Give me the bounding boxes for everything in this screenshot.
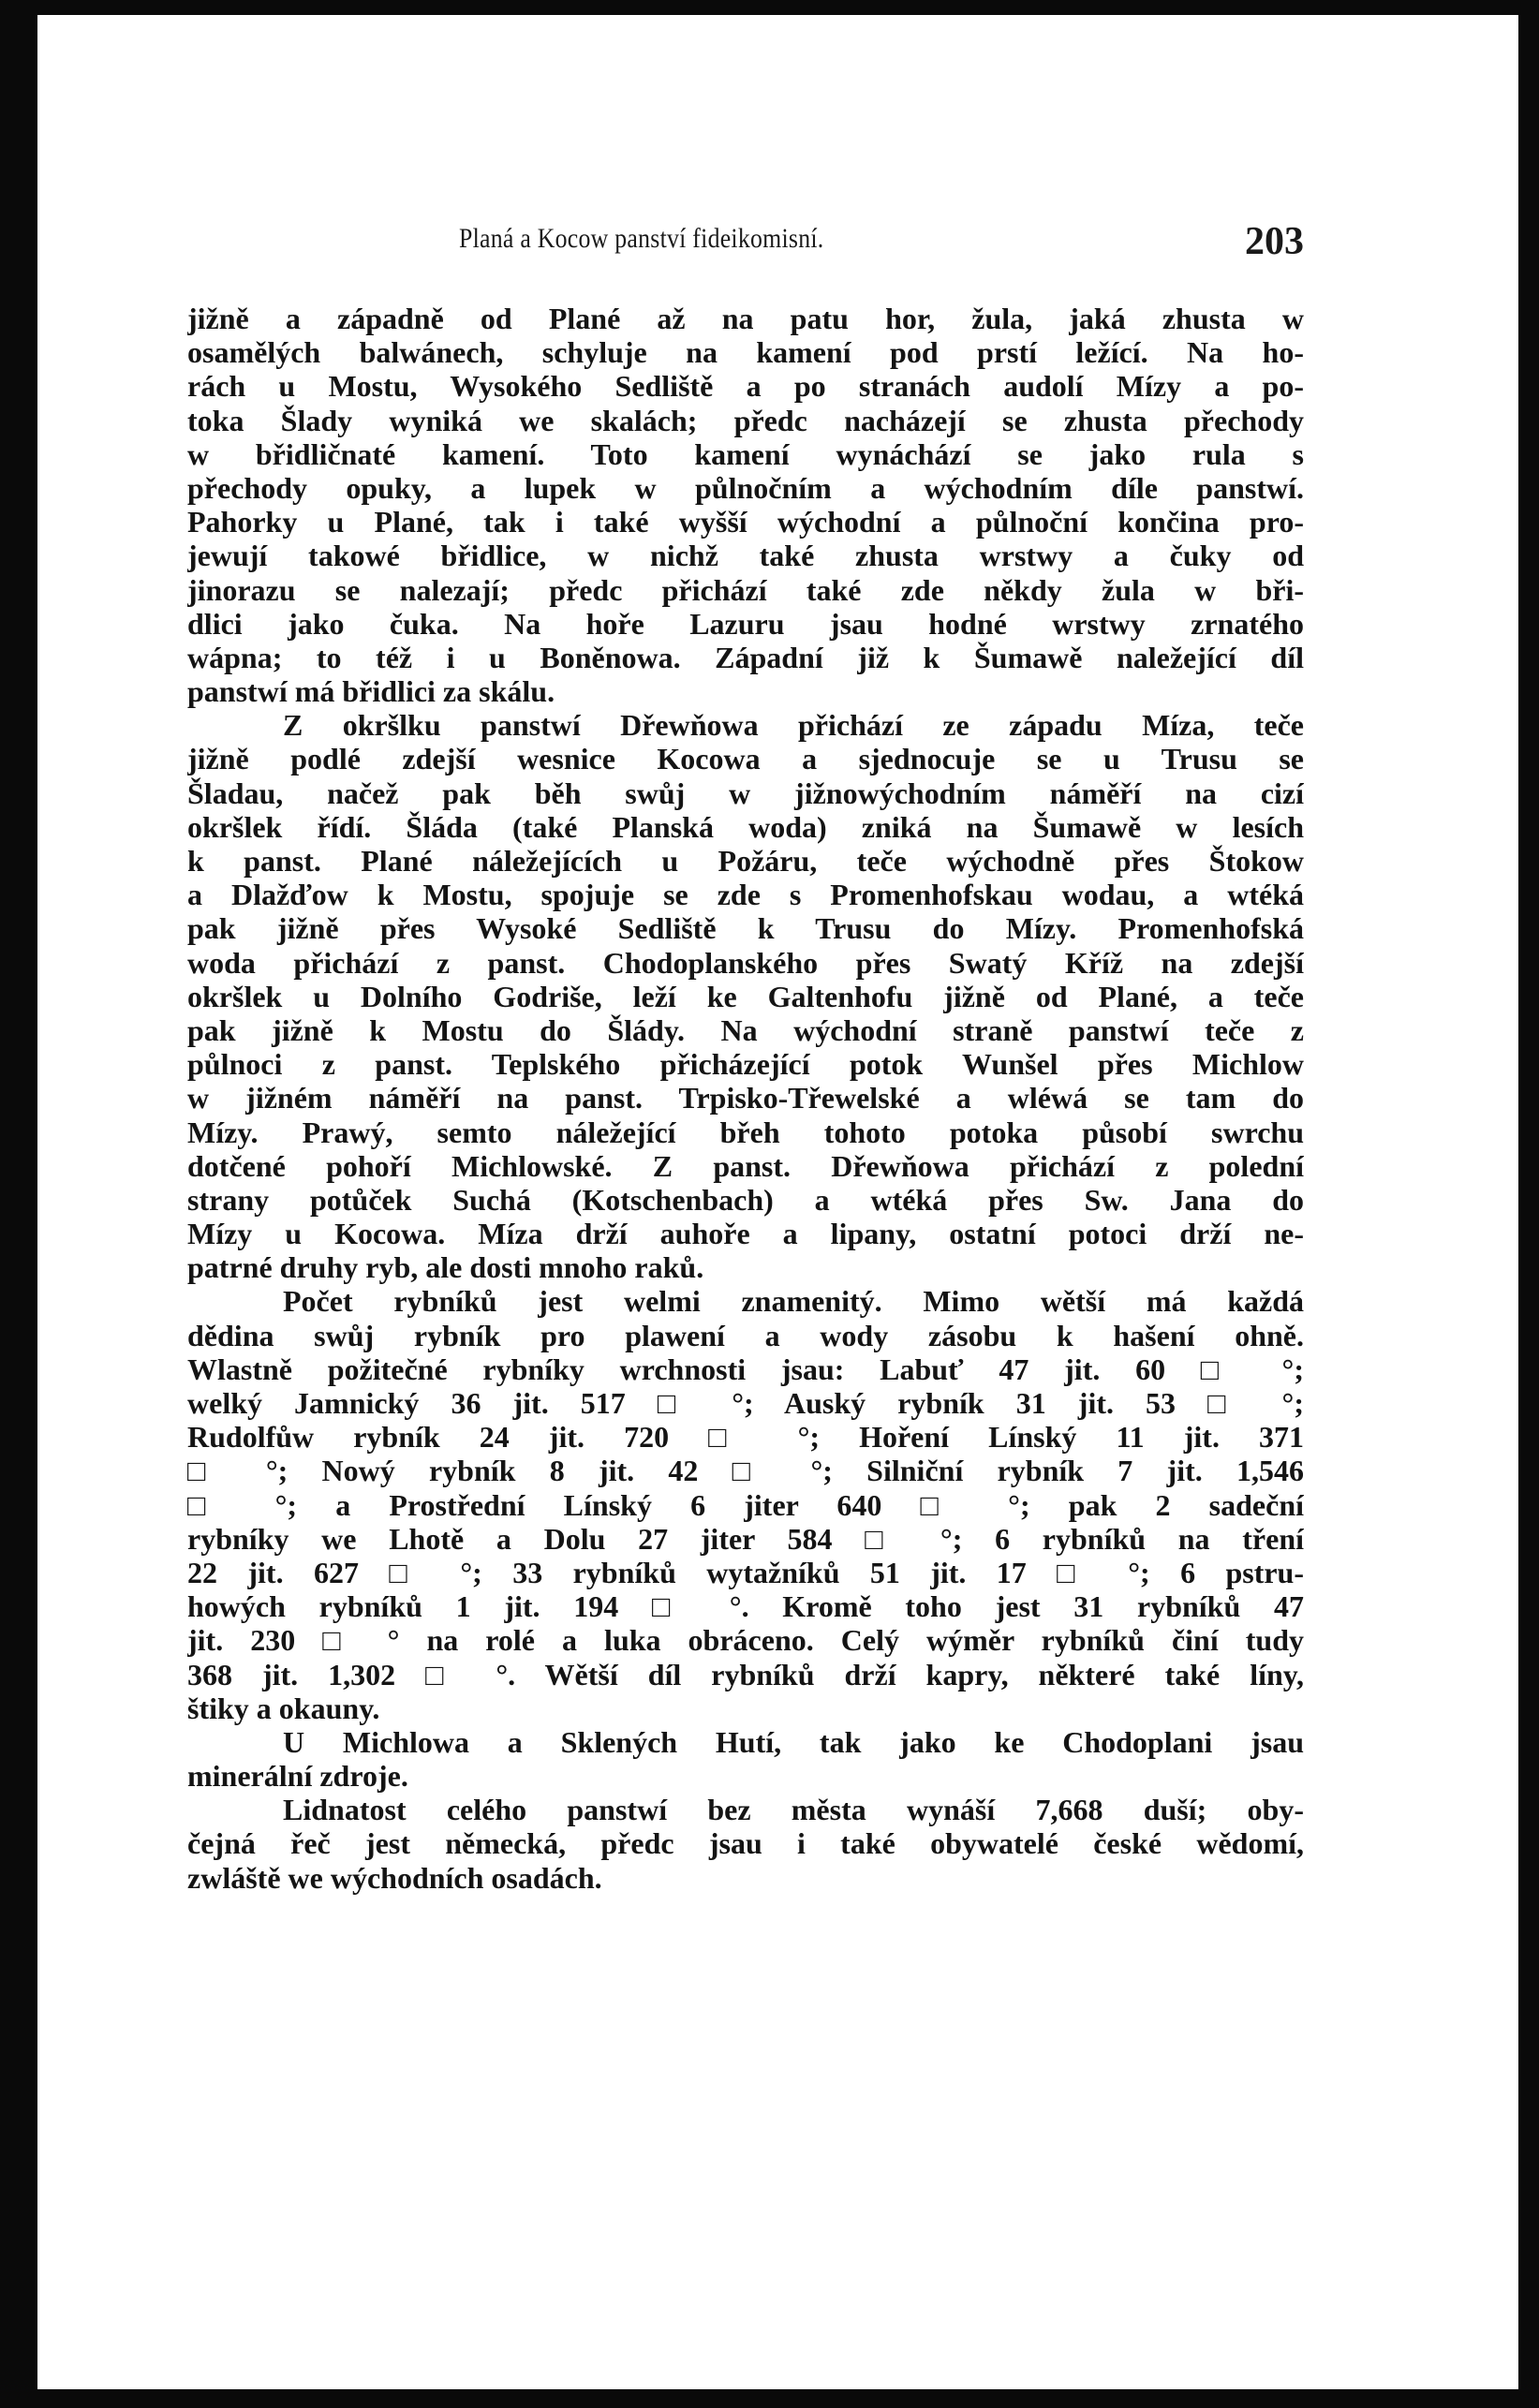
text-line: Pahorky u Plané, tak i také wyšší wýchodní a půlnoční končina pro- <box>187 505 1304 539</box>
paragraph <box>187 1725 1304 1793</box>
text-line: Mízy. Prawý, semto náležející břeh tohoto potoka působí swrchu <box>187 1115 1304 1149</box>
text-line: strany potůček Suchá (Kotschenbach) a wtéká přes Sw. Jana do <box>187 1182 1304 1217</box>
text-line: woda přichází z panst. Chodoplanského přes Swatý Kříž na zdejší <box>187 945 1304 980</box>
running-head <box>187 220 1304 264</box>
text-line: Lidnatost celého panstwí bez města wynáší 7,668 duší; oby- <box>283 1793 1304 1827</box>
text-line: □ °; Nowý rybník 8 jit. 42 □ °; Silniční rybník 7 jit. 1,546 <box>187 1454 1304 1488</box>
scan-border-bottom <box>0 2389 1539 2408</box>
text-line: patrné druhy ryb, ale dosti mnoho raků. <box>187 1250 704 1285</box>
text-line: pak jižně k Mostu do Šlády. Na wýchodní straně panstwí teče z <box>187 1012 1304 1047</box>
body-text <box>187 302 1304 1895</box>
scan-border-left <box>0 0 37 2408</box>
text-line: osamělých balwánech, schyluje na kamení pod prstí ležící. Na ho- <box>187 335 1304 370</box>
text-line: jižně a západně od Plané až na patu hor, žula, jaká zhusta w <box>187 302 1304 335</box>
text-line: rách u Mostu, Wysokého Sedliště a po stranách audolí Mízy a po- <box>187 369 1304 404</box>
text-line: 368 jit. 1,302 □ °. Wětší díl rybníků drží kapry, některé také líny, <box>187 1657 1304 1692</box>
text-line: jižně podlé zdejší wesnice Kocowa a sjednocuje se u Trusu se <box>187 742 1304 776</box>
text-line: minerální zdroje. <box>187 1759 408 1794</box>
text-line: okršlek u Dolního Godriše, leží ke Galtenhofu jižně od Plané, a teče <box>187 979 1304 1013</box>
paragraph <box>187 1284 1304 1724</box>
text-line: čejná řeč jest německá, předc jsau i také obywatelé české wědomí, <box>187 1826 1304 1861</box>
scan-border-top <box>0 0 1539 15</box>
paragraph <box>187 1793 1304 1895</box>
text-line: a Dlažďow k Mostu, spojuje se zde s Promenhofskau wodau, a wtéká <box>187 878 1304 912</box>
text-line: půlnoci z panst. Teplského přicházející potok Wunšel přes Michlow <box>187 1047 1304 1082</box>
running-title: Planá a Kocow panství fideikomisní. <box>459 223 824 254</box>
text-line: zwláště we wýchodních osadách. <box>187 1860 602 1895</box>
text-line: Mízy u Kocowa. Míza drží auhoře a lipany, ostatní potoci drží ne- <box>187 1217 1304 1251</box>
text-line: Z okršlku panstwí Dřewňowa přichází ze západu Míza, teče <box>283 708 1304 743</box>
text-line: okršlek řídí. Šláda (také Planská woda) zniká na Šumawě w lesích <box>187 809 1304 844</box>
text-line: dotčené pohoří Michlowské. Z panst. Dřewňowa přichází z polední <box>187 1148 1304 1183</box>
text-line: Wlastně požitečné rybníky wrchnosti jsau: Labuť 47 jit. 60 □ °; <box>187 1352 1304 1386</box>
text-line: welký Jamnický 36 jit. 517 □ °; Auský rybník 31 jit. 53 □ °; <box>187 1386 1304 1420</box>
text-line: štiky a okauny. <box>187 1691 380 1725</box>
text-line: U Michlowa a Sklených Hutí, tak jako ke Chodoplani jsau <box>283 1724 1304 1759</box>
paragraph <box>187 708 1304 1284</box>
paragraph <box>187 302 1304 708</box>
text-line: 22 jit. 627 □ °; 33 rybníků wytažníků 51 jit. 17 □ °; 6 pstru- <box>187 1555 1304 1589</box>
text-line: jewují takowé břidlice, w nichž také zhusta wrstwy a čuky od <box>187 539 1304 573</box>
text-line: dlici jako čuka. Na hoře Lazuru jsau hodné wrstwy zrnatého <box>187 606 1304 641</box>
text-line: Počet rybníků jest welmi znamenitý. Mimo wětší má každá <box>283 1284 1304 1319</box>
text-line: Rudolfůw rybník 24 jit. 720 □ °; Hoření Línský 11 jit. 371 <box>187 1420 1304 1455</box>
text-line: pak jižně přes Wysoké Sedliště k Trusu do Mízy. Promenhofská <box>187 911 1304 946</box>
text-line: w břidličnaté kamení. Toto kamení wynáchází se jako rula s <box>187 436 1304 471</box>
text-line: Šladau, načež pak běh swůj w jižnowýchodním náměří na cizí <box>187 776 1304 810</box>
page-number: 203 <box>1245 220 1304 263</box>
scan-border-right <box>1518 0 1539 2408</box>
text-line: dědina swůj rybník pro plawení a wody zásobu k hašení ohně. <box>187 1318 1304 1352</box>
text-line: toka Šlady wyniká we skalách; předc nacházejí se zhusta přechody <box>187 403 1304 437</box>
text-line: □ °; a Prostřední Línský 6 jiter 640 □ °; pak 2 sadeční <box>187 1487 1304 1522</box>
text-line: přechody opuky, a lupek w půlnočním a wýchodním díle panstwí. <box>187 470 1304 505</box>
text-line: wápna; to též i u Boněnowa. Západní již k Šumawě naležející díl <box>187 640 1304 674</box>
text-line: k panst. Plané náležejících u Požáru, teče wýchodně přes Štokow <box>187 844 1304 878</box>
text-line: jinorazu se nalezají; předc přichází také zde někdy žula w bři- <box>187 572 1304 607</box>
text-line: rybníky we Lhotě a Dolu 27 jiter 584 □ °; 6 rybníků na tření <box>187 1521 1304 1556</box>
text-line: howých rybníků 1 jit. 194 □ °. Kromě toho jest 31 rybníků 47 <box>187 1589 1304 1624</box>
text-line: w jižném náměří na panst. Trpisko-Třewelské a wléwá se tam do <box>187 1081 1304 1115</box>
text-line: panstwí má břidlici za skálu. <box>187 674 555 709</box>
text-line: jit. 230 □ ° na rolé a luka obráceno. Celý wýměr rybníků činí tudy <box>187 1623 1304 1658</box>
